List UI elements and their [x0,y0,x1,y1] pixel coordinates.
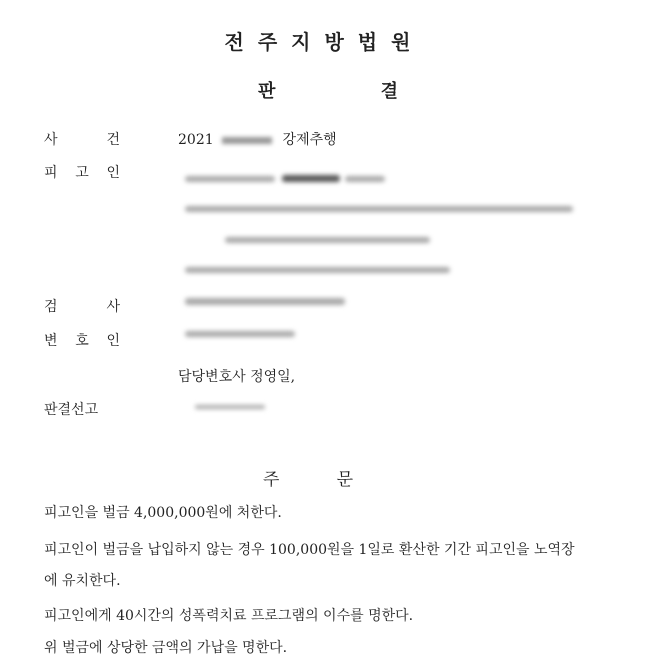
counsel-label: 변 호 인 [44,333,120,349]
case-label: 사 건 [44,132,120,148]
order-line: 피고인을 벌금 4,000,000원에 처한다. [44,505,282,521]
order-section-title: 주 문 [263,470,353,490]
case-number [178,129,337,149]
prosecutor-label: 검 사 [44,299,120,315]
redacted-defendant-address [185,206,573,212]
order-line: 피고인에게 40시간의 성폭력치료 프로그램의 이수를 명한다. [44,608,414,624]
sentence-date-label: 판결선고 [44,402,99,418]
redacted-defendant-address [185,267,450,273]
case-name: 강제추행 [282,132,337,148]
redacted-defendant-name [282,175,340,182]
court-name: 전주지방법원 [224,30,425,54]
redacted-defendant-name [345,176,385,182]
case-year: 2021 [178,132,214,148]
judgment-title-char: 결 [380,81,398,102]
order-line: 에 유치한다. [44,573,121,589]
redacted-sentence-date [195,405,265,409]
redacted-law-firm [185,331,295,337]
judgment-title [258,77,398,103]
order-line: 피고인이 벌금을 납입하지 않는 경우 100,000원을 1일로 환산한 기간 피고인을 노역장 [44,542,575,558]
judgment-title-char: 판 [258,81,276,102]
redacted-defendant-name [185,176,275,182]
counsel-detail: 담당변호사 정영일, [178,369,296,385]
order-line: 위 벌금에 상당한 금액의 가납을 명한다. [44,640,288,656]
redacted-prosecutor-name [185,298,345,305]
redacted-defendant-address [225,237,430,243]
case-number-redaction [222,137,272,144]
defendant-label: 피 고 인 [44,165,120,181]
